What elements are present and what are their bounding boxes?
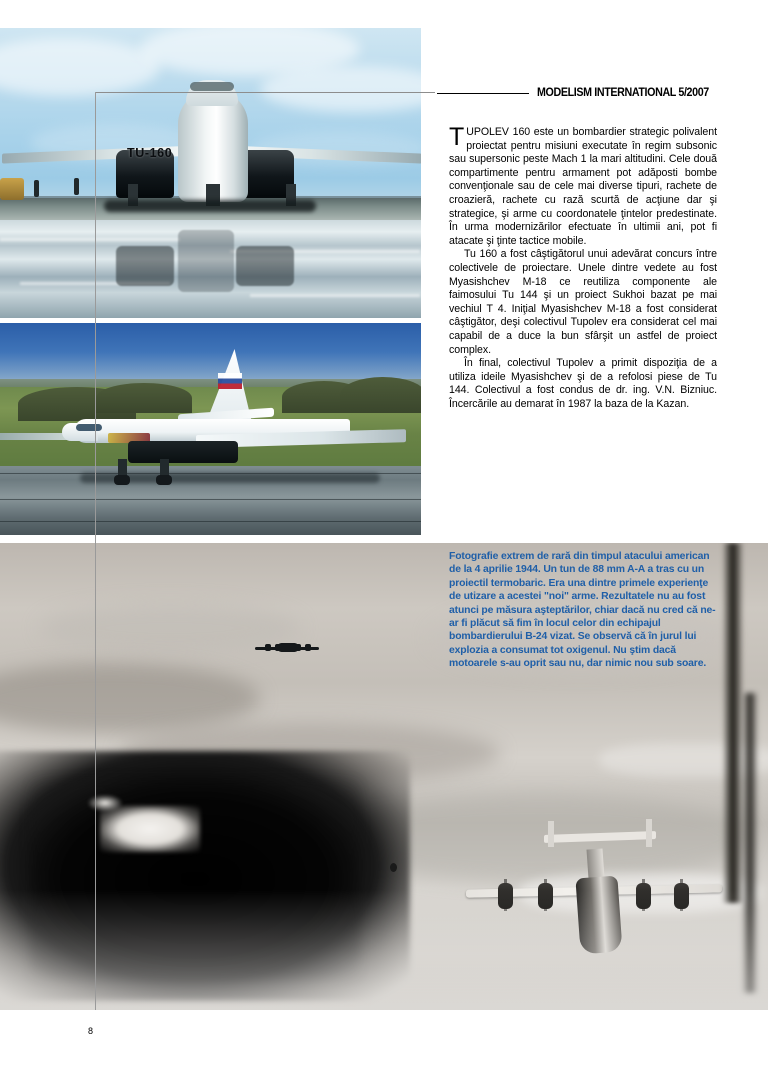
article-text-column [449, 123, 717, 411]
distant-bomber-aircraft [255, 638, 319, 660]
page-number: 8 [88, 1026, 94, 1036]
apron-seam [0, 499, 421, 500]
main-wheel [156, 475, 172, 485]
foreground-structure [722, 543, 744, 903]
photo-caption-text: Fotografie extrem de rară din timpul atacului american de la 4 aprilie 1944. Un tun de 88 mm A-A a tras cu un proiectil termobaric. Era una dintre primele experienţe de utizare a acestei "noi" arme. Rezultatele nu au fost atunci pe măsura aşteptărilor, chiar dacă nu cred că ne-ar fi plăcut să fim în locul celor din echipajul bombardierului B-24 vizat. Se observă că în jurul lui explozia a consumat tot oxigenul. Nu ştim dacă motoarele s-au oprit sau nu, dar nimic nou sub soare. [449, 551, 716, 670]
falling-debris [390, 863, 397, 872]
photo-caption-block [449, 550, 721, 671]
apron-seam [0, 521, 421, 522]
right-tail-fin [646, 819, 652, 847]
crop-guide-vertical [95, 92, 96, 1010]
ground-vehicle [0, 178, 24, 200]
sky-background [0, 323, 421, 387]
explosion-flash [100, 806, 200, 852]
ground-crew-figure [34, 180, 39, 197]
earth-berm [340, 377, 421, 413]
aircraft-shadow [104, 200, 316, 212]
earth-berm [96, 383, 192, 413]
explosion-flash-secondary [88, 795, 122, 811]
engine-intakes [128, 441, 238, 463]
article-paragraph-1 [449, 123, 717, 248]
crop-guide-horizontal [95, 92, 435, 93]
aircraft-reflection [104, 220, 320, 292]
paragraph-body: UPOLEV 160 este un bombardier strategic polivalent proiectat pentru misiuni executate în regim subsonic sau supersonic peste Mach 1 la mari altitudini. Cele două compartimente pentru armament pot adăposti bombe convenţionale sau de cele mai diverse tipuri, rachete de croazieră, rachete cu rază scurtă de acţiune dar şi strategice, şi arme cu coordonatele ţintelor predestinate. În urma modernizărilor efectuate în ultimii ani, pot fi atacate şi ţinte tactice mobile. [449, 126, 717, 247]
bottom-haze [0, 890, 768, 1010]
photo-overlay-label: TU-160 [127, 146, 173, 160]
left-tail-fin [548, 821, 554, 847]
running-header [437, 84, 737, 102]
photo-tu160-side [0, 323, 421, 535]
drop-cap: T [449, 123, 465, 151]
russian-flag-marking [218, 373, 242, 389]
article-paragraph-3: În final, colectivul Tupolev a primit dispoziţia de a utiliza ideile Myasishchev şi de a refolosi piese de Tu 144. Colectivul a fost condus de dr. ing. V.N. Bizniuc. Încercările au demarat în 1987 la baza de la Kazan. [449, 357, 717, 410]
water-streak [250, 294, 420, 297]
photo-tu160-front [0, 28, 421, 318]
nose-wheel [114, 475, 130, 485]
header-rule [437, 93, 529, 94]
ground-crew-figure [74, 178, 79, 195]
cockpit-windows [76, 424, 102, 431]
cockpit-canopy [190, 82, 234, 91]
publication-title: MODELISM INTERNATIONAL 5/2007 [537, 87, 709, 99]
article-paragraph-2: Tu 160 a fost câştigătorul unui adevărat concurs între colectivele de proiectare. Unele dintre vedete au fost Myasishchev M-18 ce reutiliza componente ale faimosului Tu 144 şi un proiect Sukhoi bazat pe mai vechiul T 4. Iniţial Myasishchev M-18 a fost considerat câştigător, deşi colectivul Tupolev era considerat cel mai capabil de a duce la bun sfârşit un astfel de proiect complex. [449, 248, 717, 356]
